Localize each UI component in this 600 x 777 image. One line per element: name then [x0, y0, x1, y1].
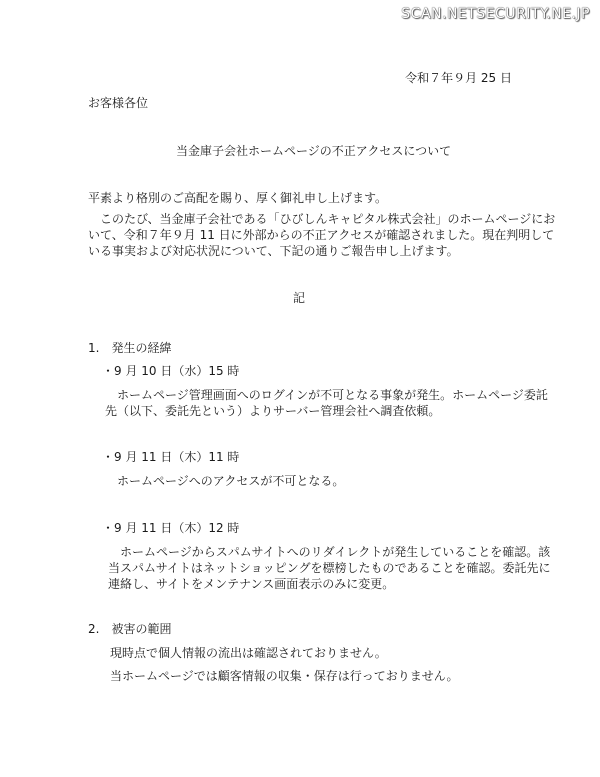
event-line: ホームページへのアクセスが不可となる。	[105, 474, 345, 488]
intro-line: いる事実および対応状況について、下記の通りご報告申し上げます。	[88, 244, 459, 258]
event-time: ・9 月 11 日（木）12 時	[102, 521, 240, 535]
intro-line: このたび、当金庫子会社である「ひびしんキャピタル株式会社」のホームページにお	[88, 212, 556, 226]
addressee: お客様各位	[88, 96, 149, 110]
event-line: 先（以下、委託先という）よりサーバー管理会社へ調査依頼。	[105, 404, 441, 418]
watermark: SCAN.NETSECURITY.NE.JP	[401, 6, 590, 22]
section-heading: 2. 被害の範囲	[88, 622, 172, 636]
document-date: 令和７年９月 25 日	[405, 71, 512, 85]
section-heading: 1. 発生の経緯	[88, 341, 172, 355]
intro-line: いて、令和７年９月 11 日に外部からの不正アクセスが確認されました。現在判明して	[88, 228, 555, 242]
event-time: ・9 月 11 日（木）11 時	[102, 450, 240, 464]
event-line: 連絡し、サイトをメンテナンス画面表示のみに変更。	[108, 577, 395, 591]
document-title: 当金庫子会社ホームページの不正アクセスについて	[176, 144, 452, 158]
event-time: ・9 月 10 日（水）15 時	[102, 364, 240, 378]
damage-line: 当ホームページでは顧客情報の収集・保存は行っておりません。	[110, 669, 459, 683]
event-line: ホームページ管理画面へのログインが不可となる事象が発生。ホームページ委託	[105, 388, 548, 402]
ki-heading: 記	[293, 291, 306, 305]
damage-line: 現時点で個人情報の流出は確認されておりません。	[110, 646, 387, 660]
greeting: 平素より格別のご高配を賜り、厚く御礼申し上げます。	[88, 191, 388, 205]
event-line: 当スパムサイトはネットショッピングを標榜したものであることを確認。委託先に	[108, 561, 551, 575]
event-line: ホームページからスパムサイトへのリダイレクトが発生していることを確認。該	[108, 545, 551, 559]
